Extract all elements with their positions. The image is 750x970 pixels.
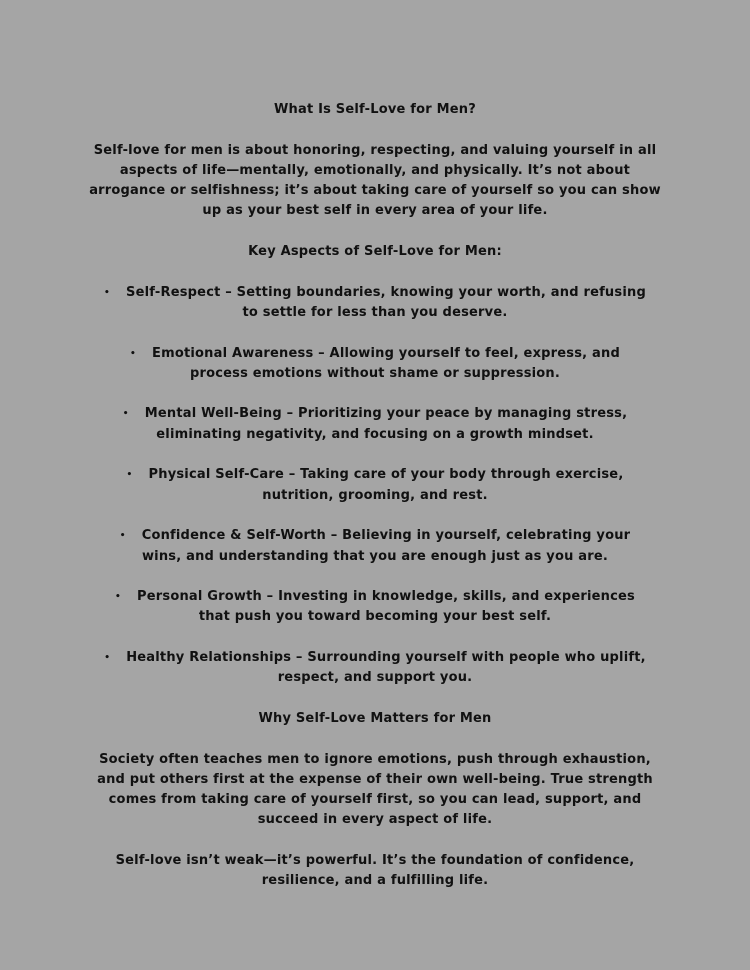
bullet-icon: • — [122, 409, 129, 420]
bullet-icon: • — [126, 470, 133, 481]
list-item — [86, 404, 664, 445]
list-item — [86, 283, 664, 324]
key-aspects-heading: Key Aspects of Self-Love for Men: — [248, 244, 502, 260]
list-item-text: Mental Well-Being – Prioritizing your peace by managing stress, eliminating negativity, and focusing on a growth mindset. — [144, 406, 628, 442]
list-item-text: Confidence & Self-Worth – Believing in yourself, celebrating your wins, and understanding that you are enough just as you are. — [141, 528, 631, 564]
bullet-icon: • — [119, 531, 126, 542]
list-item — [86, 648, 664, 689]
key-aspects-list — [86, 283, 664, 689]
list-item-text: Physical Self-Care – Taking care of your body through exercise, nutrition, grooming, and rest. — [148, 467, 624, 503]
intro-paragraph: Self-love for men is about honoring, respecting, and valuing yourself in all aspects of life—mentally, emotionally, and physically. It’s not about arrogance or selfishness; it’s about taking care of yourself so you can show up as your best self in every area of your life. — [89, 142, 661, 219]
page-title: What Is Self-Love for Men? — [274, 102, 476, 117]
list-item — [86, 465, 664, 506]
list-item-text: Emotional Awareness – Allowing yourself to feel, express, and process emotions without shame or suppression. — [152, 345, 620, 381]
bullet-icon: • — [104, 653, 111, 664]
list-item — [86, 344, 664, 385]
list-item-text: Self-Respect – Setting boundaries, knowing your worth, and refusing to settle for less than you deserve. — [126, 284, 646, 320]
bullet-icon: • — [104, 287, 110, 298]
list-item-text: Personal Growth – Investing in knowledge, skills, and experiences that push you toward becoming your best self. — [137, 589, 635, 625]
bullet-icon: • — [130, 348, 136, 359]
closing-paragraph: Self-love isn’t weak—it’s powerful. It’s the foundation of confidence, resilience, and a fulfilling life. — [115, 852, 635, 889]
list-item — [86, 587, 664, 628]
bullet-icon: • — [115, 592, 121, 603]
why-heading: Why Self-Love Matters for Men — [258, 710, 492, 726]
list-item — [86, 526, 664, 567]
why-paragraph: Society often teaches men to ignore emotions, push through exhaustion, and put others first at the expense of their own well-being. True strength comes from taking care of yourself first, so you can lead, support, and succeed in every aspect of life. — [97, 751, 653, 828]
list-item-text: Healthy Relationships – Surrounding yourself with people who uplift, respect, and support you. — [126, 650, 646, 686]
